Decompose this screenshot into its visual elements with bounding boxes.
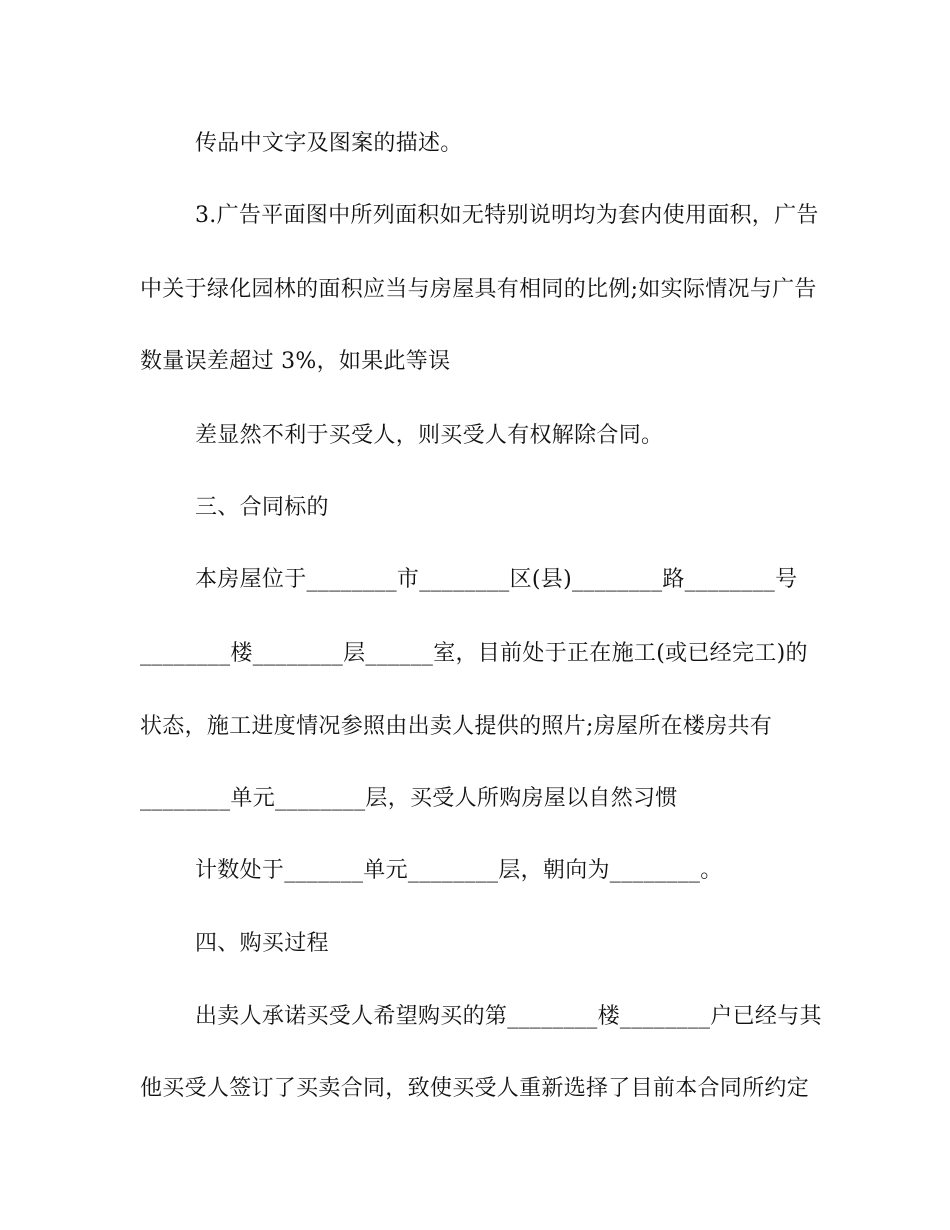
paragraph-line: ________单元________层，买受人所购房屋以自然习惯 — [140, 786, 678, 811]
section-heading: 四、购买过程 — [195, 931, 329, 956]
paragraph-line: 计数处于_______单元________层，朝向为________。 — [195, 858, 723, 883]
paragraph-line: ________楼________层______室，目前处于正在施工(或已经完工)的 — [140, 641, 808, 666]
paragraph-line: 传品中文字及图案的描述。 — [195, 131, 463, 156]
paragraph-line: 数量误差超过 3%，如果此等误 — [140, 349, 451, 374]
paragraph-line: 本房屋位于________市________区(县)________路________号 — [195, 567, 798, 592]
paragraph-line: 3.广告平面图中所列面积如无特别说明均为套内使用面积，广告 — [195, 203, 819, 228]
paragraph-line: 他买受人签订了买卖合同，致使买受人重新选择了目前本合同所约定 — [140, 1076, 810, 1101]
paragraph-line: 中关于绿化园林的面积应当与房屋具有相同的比例;如实际情况与广告 — [140, 277, 817, 302]
paragraph-line: 状态，施工进度情况参照由出卖人提供的照片;房屋所在楼房共有 — [140, 714, 773, 739]
section-heading: 三、合同标的 — [195, 495, 329, 520]
paragraph-line: 出卖人承诺买受人希望购买的第________楼________户已经与其 — [195, 1004, 822, 1029]
paragraph-line: 差显然不利于买受人，则买受人有权解除合同。 — [195, 423, 664, 448]
